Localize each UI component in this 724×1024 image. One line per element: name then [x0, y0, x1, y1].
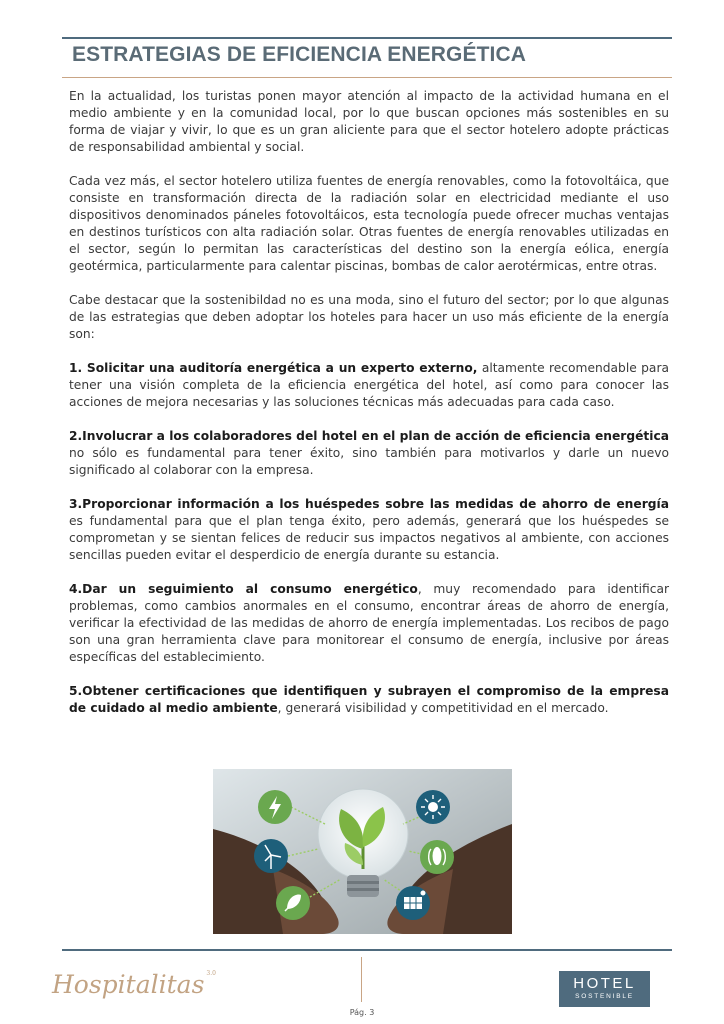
strategies-intro-paragraph: Cabe destacar que la sostenibildad no es una moda, sino el futuro del sector; por lo que algunas de las estrategias que deben adoptar los hoteles para hacer un uso más eficiente de la energía son: [69, 293, 669, 341]
hospitalitas-logo [52, 970, 216, 999]
body-text [69, 88, 669, 734]
renewable-energy-illustration [213, 769, 512, 934]
lightning-icon [258, 790, 292, 824]
strategy-text: altamente recomendable para tener una visión completa de la eficiencia energética del hotel, así como para conocer las acciones de mejora necesarias y las soluciones técnicas más adecuadas para cada caso. [69, 361, 669, 409]
strategy-heading: 2.Involucrar a los colaboradores del hotel en el plan de acción de eficiencia energética [69, 429, 669, 443]
sun-icon [416, 790, 450, 824]
renewables-paragraph: Cada vez más, el sector hotelero utiliza fuentes de energía renovables, como la fotovoltáica, que consiste en transformación directa de la radiación solar en electricidad mediante el uso dispositivos denominados páneles fotovoltáicos, esta tecnología puede ofrecer muchas ventajas en destinos turísticos con alta radiación solar. Otras fuentes de energía renovables utilizadas en el sector, según lo permitan las características del destino son la energía eólica, energía geotérmica, particularmente para calentar piscinas, bombas de calor aerotérmicas, entre otras. [69, 174, 669, 273]
bulb-base [347, 875, 379, 897]
hotel-logo-line2: SOSTENIBLE [575, 993, 634, 1000]
hospitalitas-logo-sup: 3.0 [206, 970, 216, 977]
page-title: ESTRATEGIAS DE EFICIENCIA ENERGÉTICA [72, 43, 526, 66]
strategy-item-3 [69, 496, 669, 564]
wind-turbine-icon [254, 839, 288, 873]
strategy-text: no sólo es fundamental para tener éxito, sino también para motivarlos y darle un nuevo significado al colaborar con la empresa. [69, 446, 669, 477]
strategy-heading: 1. Solicitar una auditoría energética a un experto externo, [69, 361, 478, 375]
top-rule [62, 37, 672, 39]
strategy-text: es fundamental para que el plan tenga éxito, pero además, generará que los huéspedes se comprometan y se sientan felices de reducir sus impactos negativos al ambiente, con acciones sencillas pueden evitar el desperdicio de energía durante su estancia. [69, 514, 669, 562]
strategy-item-4 [69, 581, 669, 666]
strategy-heading: 4.Dar un seguimiento al consumo energético [69, 582, 418, 596]
strategy-item-2 [69, 428, 669, 479]
strategy-text: , generará visibilidad y competitividad en el mercado. [277, 701, 609, 715]
footer-divider [361, 957, 362, 1002]
strategy-heading: 5.Obtener certificaciones que identifiquen y subrayen el compromiso de la empresa de cuidado al medio ambiente [69, 684, 669, 715]
hospitalitas-logo-text: Hospitalitas [52, 970, 205, 999]
corn-icon [420, 840, 454, 874]
plug-leaf-icon [276, 886, 310, 920]
strategy-heading: 3.Proporcionar información a los huéspedes sobre las medidas de ahorro de energía [69, 497, 669, 511]
strategy-item-1 [69, 360, 669, 411]
strategy-item-5 [69, 683, 669, 717]
page-number: Pág. 3 [349, 1008, 375, 1017]
title-underline [62, 77, 672, 78]
hotel-sostenible-logo [559, 971, 650, 1007]
hotel-logo-line1: HOTEL [573, 975, 636, 992]
solar-panel-icon [396, 886, 430, 920]
intro-paragraph: En la actualidad, los turistas ponen mayor atención al impacto de la actividad humana en el medio ambiente y en la comunidad local, por lo que buscan opciones más sostenibles en su forma de viajar y vivir, lo que es un gran aliciente para que el sector hotelero adopte prácticas de responsabilidad ambiental y social. [69, 89, 669, 154]
footer-rule [62, 949, 672, 951]
strategy-text: , muy recomendado para identificar problemas, como cambios anormales en el consumo, encontrar áreas de ahorro de energía, verificar la efectividad de las medidas de ahorro de energía implementadas. Los recibos de pago son una gran herramienta clave para monitorear el consumo de energía, inclusive por áreas específicas del establecimiento. [69, 582, 670, 664]
